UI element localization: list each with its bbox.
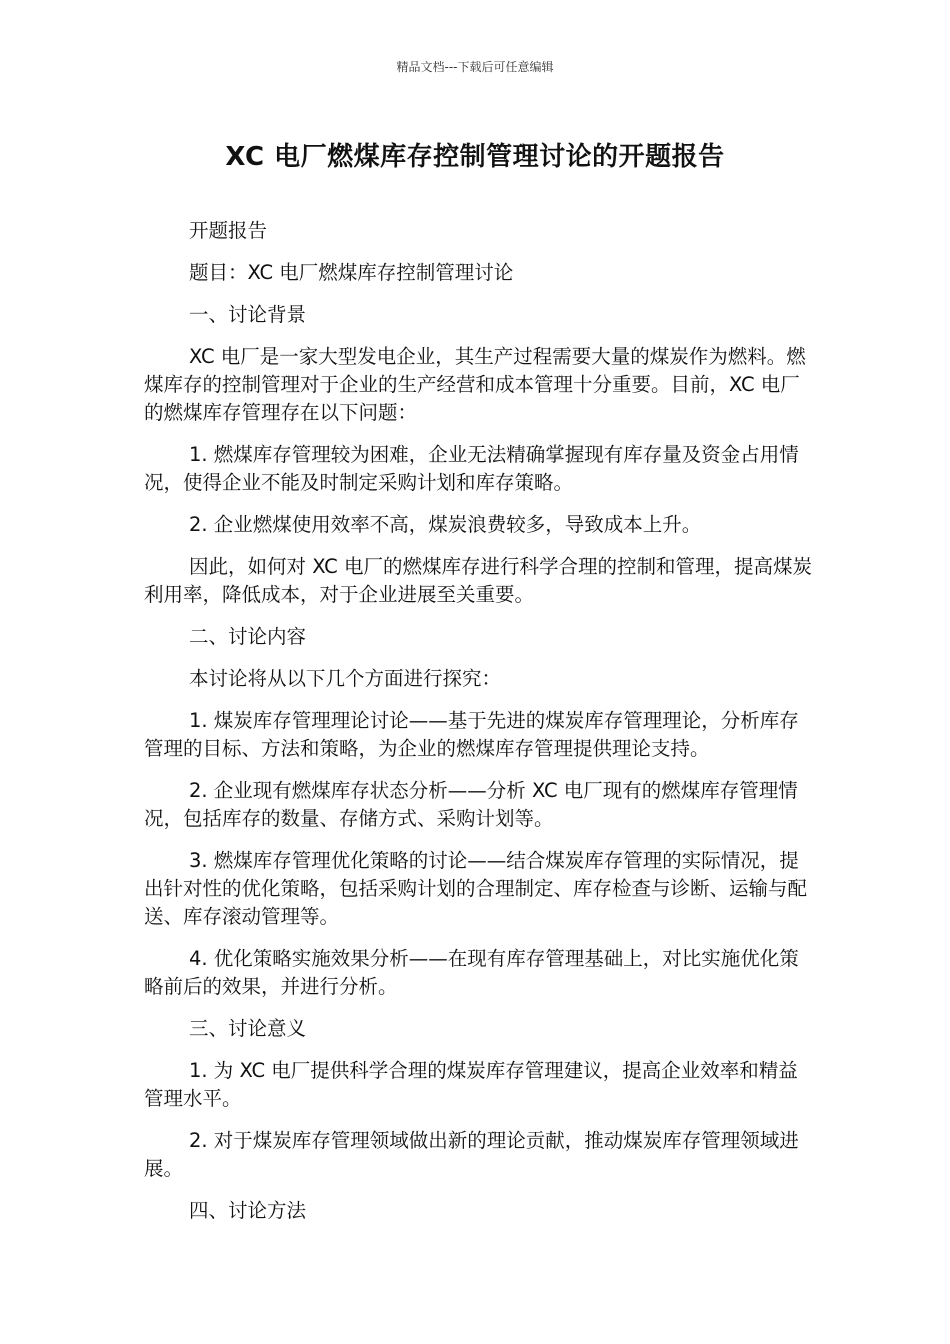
section-heading: 三、讨论意义 bbox=[189, 1017, 307, 1040]
list-item: 1. 煤炭库存管理理论讨论——基于先进的煤炭库存管理理论，分析库存管理的目标、方法和策略，为企业的燃煤库存管理提供理论支持。 bbox=[144, 709, 799, 760]
paragraph: 本讨论将从以下几个方面进行探究： bbox=[189, 667, 502, 690]
list-item: 1. 燃煤库存管理较为困难，企业无法精确掌握现有库存量及资金占用情况，使得企业不能及时制定采购计划和库存策略。 bbox=[144, 443, 799, 494]
list-item: 1. 为 XC 电厂提供科学合理的煤炭库存管理建议，提高企业效率和精益管理水平。 bbox=[144, 1059, 798, 1110]
list-item: 2. 企业现有燃煤库存状态分析——分析 XC 电厂现有的燃煤库存管理情况，包括库存的数量、存储方式、采购计划等。 bbox=[144, 779, 798, 830]
section-heading: 一、讨论背景 bbox=[189, 303, 307, 326]
section-heading: 二、讨论内容 bbox=[189, 625, 307, 648]
list-item: 4. 优化策略实施效果分析——在现有库存管理基础上，对比实施优化策略前后的效果，并进行分析。 bbox=[144, 947, 799, 998]
document-title: XC 电厂燃煤库存控制管理讨论的开题报告 bbox=[225, 142, 725, 172]
list-item: 2. 企业燃煤使用效率不高，煤炭浪费较多，导致成本上升。 bbox=[189, 513, 702, 536]
paragraph-label: 开题报告 bbox=[189, 219, 268, 242]
page-header: 精品文档---下载后可任意编辑 bbox=[396, 60, 554, 74]
list-item: 2. 对于煤炭库存管理领域做出新的理论贡献，推动煤炭库存管理领域进展。 bbox=[144, 1129, 799, 1180]
paragraph: XC 电厂是一家大型发电企业，其生产过程需要大量的煤炭作为燃料。燃煤库存的控制管理对于企业的生产经营和成本管理十分重要。目前，XC 电厂的燃煤库存管理存在以下问题： bbox=[144, 345, 806, 424]
list-item: 3. 燃煤库存管理优化策略的讨论——结合煤炭库存管理的实际情况，提出针对性的优化策略，包括采购计划的合理制定、库存检查与诊断、运输与配送、库存滚动管理等。 bbox=[144, 849, 808, 928]
document-body bbox=[144, 217, 814, 1239]
paragraph-topic: 题目：XC 电厂燃煤库存控制管理讨论 bbox=[189, 261, 514, 284]
paragraph: 因此，如何对 XC 电厂的燃煤库存进行科学合理的控制和管理，提高煤炭利用率，降低成本，对于企业进展至关重要。 bbox=[144, 555, 812, 606]
section-heading: 四、讨论方法 bbox=[189, 1199, 307, 1222]
